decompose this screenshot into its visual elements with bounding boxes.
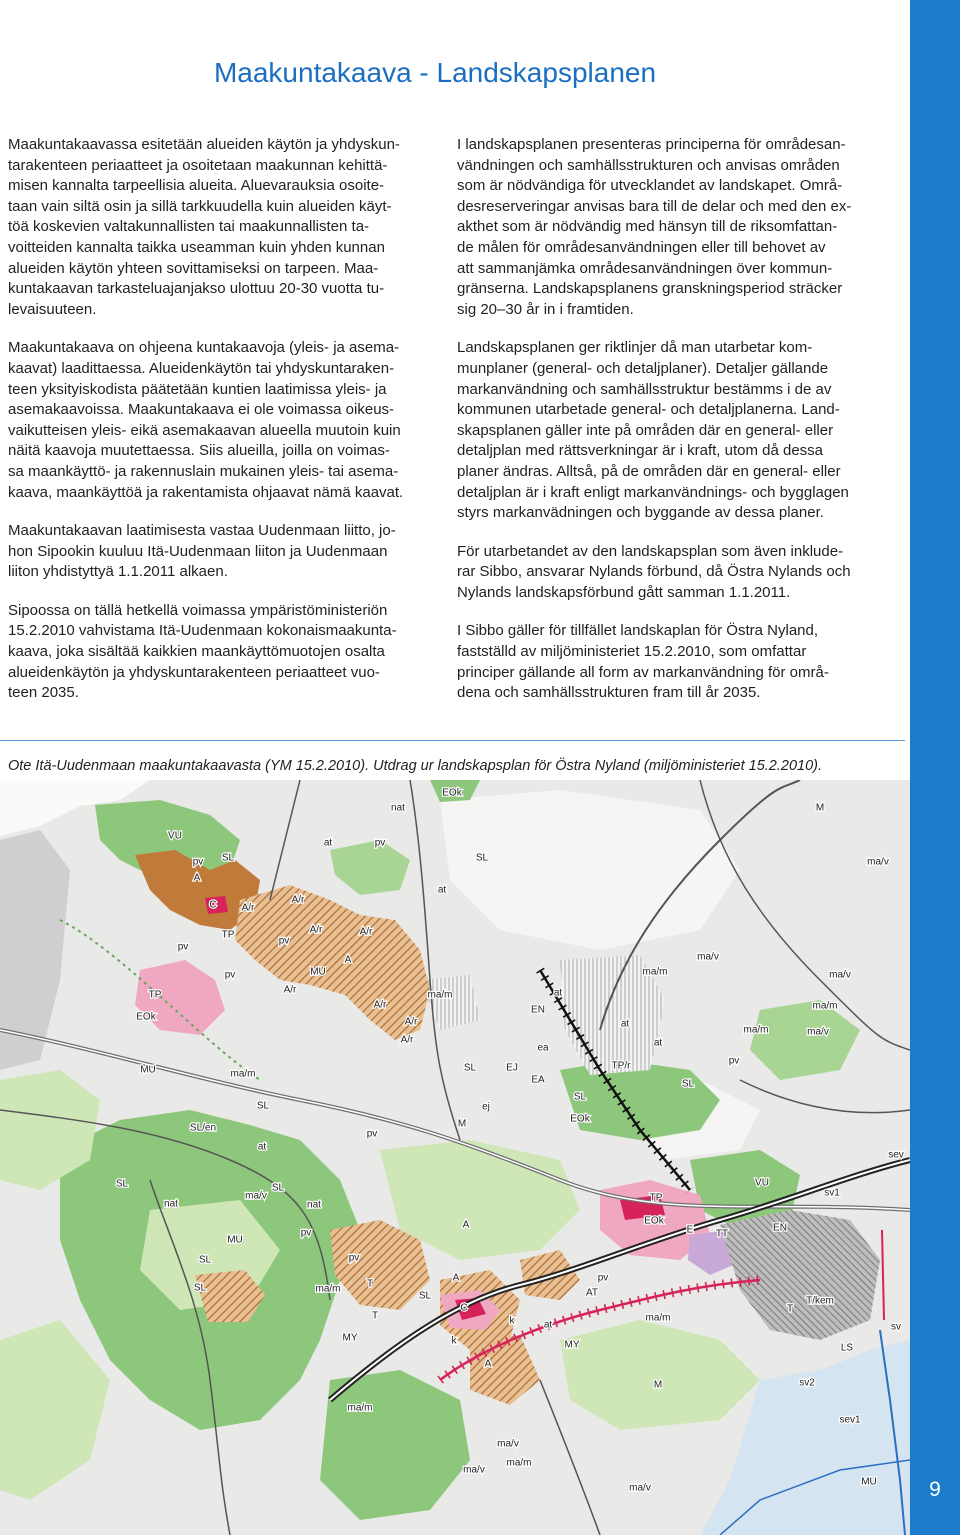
map-label: C — [209, 899, 217, 911]
map-label: MU — [310, 966, 326, 978]
map-label: A — [193, 872, 201, 884]
map-label: A/r — [400, 1034, 414, 1046]
map-label: ej — [482, 1101, 490, 1113]
map-label: pv — [374, 837, 386, 849]
section-divider — [0, 740, 905, 741]
map-label: EOk — [442, 787, 462, 799]
map-label: nat — [307, 1199, 321, 1211]
map-label: sv — [891, 1321, 901, 1333]
paragraph-sv-2: Landskapsplanen ger riktlinjer då man utarbetar kom- munplaner (general- och detaljplaner). Detaljer gällande markanvändning och samhällsstruktur bestämms i de av kommunen utarbetade general- och detaljplanerna. Land- skapsplanen gäller inte på områden där en general- eller detaljplan med rättsverkningar är i kraft, utom då dessa planer ändras. Alltså, på de områden där en general- eller detaljplan är i kraft enligt markanvändnings- och bygglagen styrs markanvädningen och byggande av dessa planer. — [457, 339, 849, 522]
map-label: ma/v — [807, 1026, 829, 1038]
map-label: nat — [391, 802, 405, 814]
map-label: ma/m — [427, 989, 453, 1001]
map-label: pv — [278, 935, 290, 947]
map-label: sv2 — [799, 1377, 815, 1389]
map-label: A/r — [373, 999, 387, 1011]
map-label: at — [543, 1319, 553, 1331]
map-label: sv1 — [824, 1187, 840, 1199]
map-label: SL — [418, 1290, 432, 1302]
map-label: A/r — [241, 902, 255, 914]
map-label: TP — [221, 929, 235, 941]
map-label: A/r — [283, 984, 297, 996]
paragraph-sv-4: I Sibbo gäller för tillfället landskaplan för Östra Nyland, fastställd av miljöministeriet 15.2.2010, som omfattar principer gällande all form av markanvändning för områ- dena och samhällsstrukturen fram till år 2035. — [457, 622, 829, 702]
map-label: ma/v — [629, 1482, 651, 1494]
map-label: MY — [564, 1339, 580, 1351]
map-label: A/r — [291, 894, 305, 906]
map-label: EOk — [644, 1215, 664, 1227]
map-label: LS — [840, 1342, 854, 1354]
map-label: T — [366, 1278, 374, 1290]
map-label: ma/m — [642, 966, 668, 978]
map-label: SL — [115, 1178, 129, 1190]
map-label: ma/v — [829, 969, 851, 981]
map-label: MU — [227, 1234, 243, 1246]
map-label: A — [344, 954, 352, 966]
map-label: EA — [531, 1074, 545, 1086]
map-label: EN — [531, 1004, 545, 1016]
map-caption: Ote Itä-Uudenmaan maakuntakaavasta (YM 15.2.2010). Utdrag ur landskapsplan för Östra Nyland (miljöministeriet 15.2.2010). — [8, 758, 823, 774]
map-label: SL — [573, 1091, 587, 1103]
map-label: at — [620, 1018, 630, 1030]
map-label: SL — [475, 852, 489, 864]
map-label: TP/r — [611, 1060, 631, 1072]
map-label: pv — [597, 1272, 609, 1284]
map-label: MY — [342, 1332, 358, 1344]
map-label: A/r — [309, 924, 323, 936]
map-label: T — [786, 1303, 794, 1315]
map-label: ma/v — [497, 1438, 519, 1450]
map-label: M — [457, 1118, 467, 1130]
map-label: M — [815, 802, 825, 814]
map-label: ma/m — [645, 1312, 671, 1324]
map-label: SL — [198, 1254, 212, 1266]
finnish-text-column — [8, 135, 448, 722]
map-label: ma/m — [743, 1024, 769, 1036]
map-label: T/kem — [806, 1295, 834, 1307]
map-label: ma/v — [697, 951, 719, 963]
map-label: A/r — [359, 926, 373, 938]
map-label: EOk — [570, 1113, 590, 1125]
map-label: pv — [366, 1128, 378, 1140]
map-label: SL — [271, 1182, 285, 1194]
map-label: SL — [193, 1282, 207, 1294]
map-label: pv — [177, 941, 189, 953]
map-label: TP — [148, 989, 162, 1001]
map-label: pv — [728, 1055, 740, 1067]
map-label: TP — [649, 1192, 663, 1204]
map-label: pv — [192, 856, 204, 868]
map-label: sev1 — [839, 1414, 861, 1426]
map-label: SL/en — [189, 1122, 217, 1134]
paragraph-sv-1: I landskapsplanen presenteras principerna för områdesan- vändningen och samhällsstrukturen och anvisas områden som är nödvändiga för utvecklandet av landskapet. Områ- desreserveringar anvisas bara till de delar och med den ex- akthet som är nödvändig med hänsyn till de riksomfattan- de målen för områdesanvändningen eller till behovet av att sammanjämka områdesanvändningen över kommun- gränserna. Landskapsplanens granskningsperiod sträcker sig 20–30 år in i framtiden. — [457, 136, 852, 318]
paragraph-fi-1: Maakuntakaavassa esitetään alueiden käytön ja yhdyskun- tarakenteen periaatteet ja osoitetaan maakunnan kehittä- misen kannalta tarpeellisia alueita. Aluevarauksia osoite- taan vain siltä osin ja sillä tarkkuudella kuin alueiden käyt- töä koskevien valtakunnallisten tai maakunnallisten ta- voitteiden kannalta taikka useamman kuin yhden kunnan alueiden käytön yhteen sovittamiseksi on tarpeen. Maa- kuntakaavan tarkasteluajanjakso ulottuu 20-30 vuotta tu- levaisuuteen. — [8, 136, 400, 318]
map-label: at — [323, 837, 333, 849]
map-label: ma/m — [230, 1068, 256, 1080]
map-label: at — [553, 987, 563, 999]
map-label: pv — [300, 1227, 312, 1239]
map-label: T — [371, 1310, 379, 1322]
map-label: at — [653, 1037, 663, 1049]
map-label: ma/v — [463, 1464, 485, 1476]
paragraph-sv-3: För utarbetandet av den landskapsplan som även inklude- rar Sibbo, ansvarar Nylands förbund, då Östra Nylands och Nylands landskapsförbund gått samman 1.1.2011. — [457, 542, 851, 601]
map-label: A — [462, 1219, 470, 1231]
paragraph-fi-4: Sipoossa on tällä hetkellä voimassa ympäristöministeriön 15.2.2010 vahvistama Itä-Uudenmaan kokonaismaakunta- kaava, joka sisältää kaikkien maankäyttömuotojen osalta alueidenkäytön ja yhdyskuntarakenteen periaatteet vuo- teen 2035. — [8, 601, 397, 702]
map-label: ma/m — [315, 1283, 341, 1295]
map-label: pv — [348, 1252, 360, 1264]
map-label: A — [452, 1272, 460, 1284]
map-label: EN — [773, 1222, 787, 1234]
paragraph-fi-3: Maakuntakaavan laatimisesta vastaa Uudenmaan liitto, jo- hon Sipookin kuuluu Itä-Uudenmaan liiton ja Uudenmaan liiton yhdistyttyä 1.1.2011 alkaen. — [8, 522, 396, 581]
map-label: at — [257, 1141, 267, 1153]
page-title: Maakuntakaava - Landskapsplanen — [213, 57, 657, 88]
map-label: TT — [715, 1228, 729, 1240]
map-label: ea — [537, 1042, 549, 1054]
map-label: A/r — [404, 1016, 418, 1028]
map-label: ma/m — [506, 1457, 532, 1469]
map-label: E — [686, 1224, 694, 1236]
map-label: ma/v — [867, 856, 889, 868]
paragraph-fi-2: Maakuntakaava on ohjeena kuntakaavoja (yleis- ja asema- kaavat) laadittaessa. Alueidenkäytön tai yhdyskuntaraken- teen yksityiskodista päätetään kuntien laatimissa yleis- ja asemakaavoissa. Maakuntakaava ei ole voimassa oikeus- vaikutteisen yleis- eikä asemakaavan alueella muutoin kuin näitä kaavoja muutettaessa. Siis alueilla, joilla on voimas- sa maankäyttö- ja rakennuslain mukainen yleis- tai asema- kaava, maankäyttöä ja rakentamista ohjaavat nämä kaavat. — [8, 339, 404, 501]
map-label: VU — [755, 1177, 769, 1189]
landscape-plan-map — [0, 780, 910, 1535]
side-color-bar — [910, 0, 960, 1535]
swedish-text-column — [457, 135, 905, 722]
map-label: A — [484, 1358, 492, 1370]
map-label: AT — [585, 1287, 599, 1299]
map-label: C — [460, 1302, 468, 1314]
map-label: ma/v — [245, 1190, 267, 1202]
map-label: nat — [164, 1198, 178, 1210]
map-label: EOk — [136, 1011, 156, 1023]
map-label: SL — [221, 852, 235, 864]
map-label: SL — [463, 1062, 477, 1074]
map-label: MU — [140, 1064, 156, 1076]
map-label: k — [509, 1315, 515, 1327]
map-label: SL — [256, 1100, 270, 1112]
map-label: sev — [888, 1149, 904, 1161]
map-label: VU — [168, 830, 182, 842]
map-label: at — [437, 884, 447, 896]
map-label: MU — [861, 1476, 877, 1488]
map-label: k — [451, 1335, 457, 1347]
map-label: ma/m — [812, 1000, 838, 1012]
map-label: M — [653, 1379, 663, 1391]
page-number: 9 — [929, 1478, 941, 1501]
map-label: SL — [681, 1078, 695, 1090]
map-label: ma/m — [347, 1402, 373, 1414]
map-label: pv — [224, 969, 236, 981]
map-label: EJ — [506, 1062, 518, 1074]
